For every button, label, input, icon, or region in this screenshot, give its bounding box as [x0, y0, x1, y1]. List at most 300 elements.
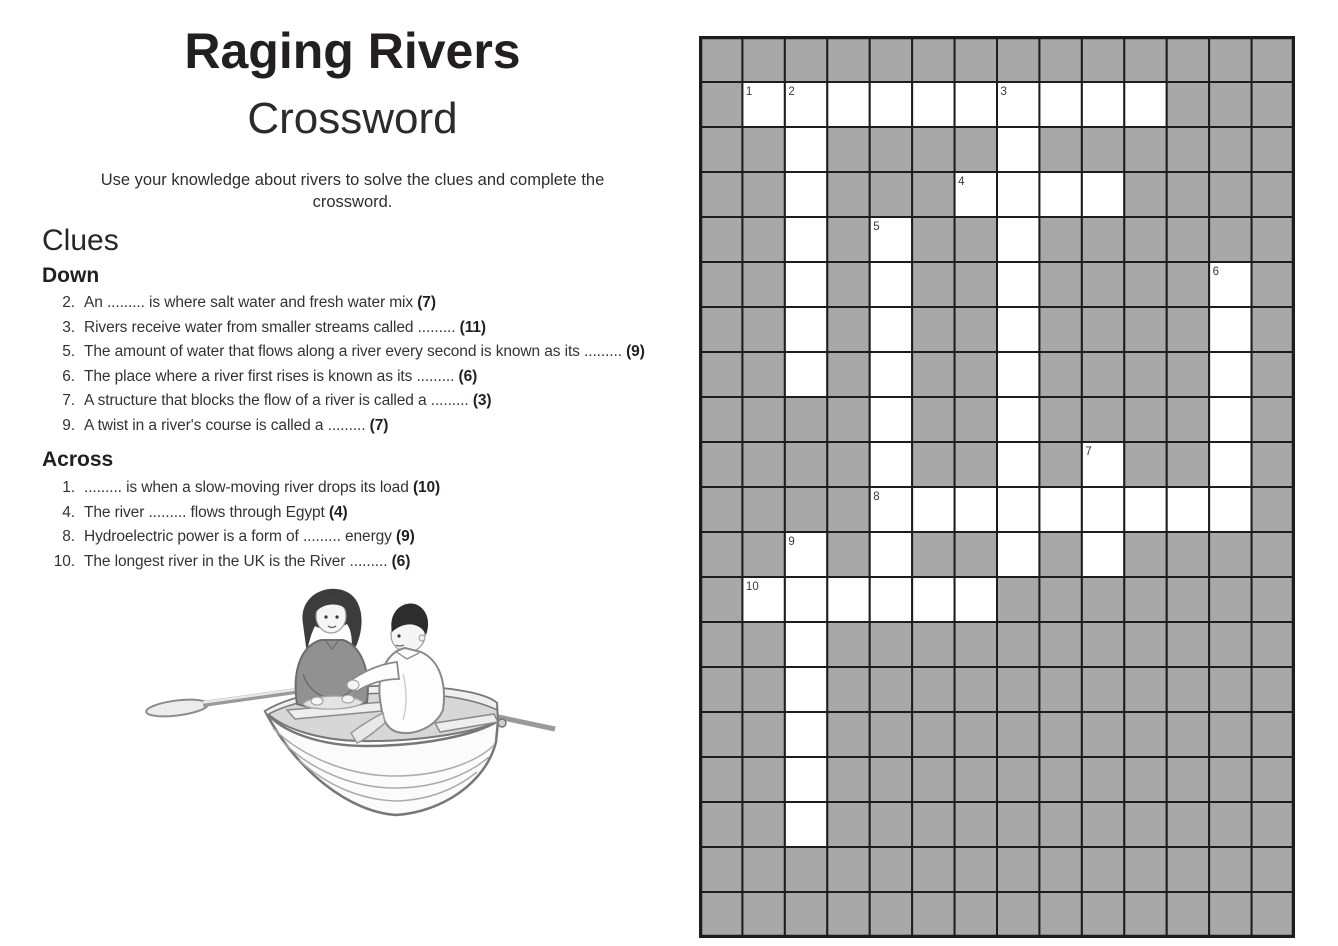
grid-cell-blocked	[870, 622, 912, 667]
grid-cell-blocked	[700, 262, 742, 307]
grid-cell-blocked	[1082, 577, 1124, 622]
clue-text: A twist in a river's course is called a .........	[84, 416, 370, 434]
clue-number: 4.	[62, 503, 75, 521]
grid-cell-blocked	[785, 397, 827, 442]
grid-cell-blocked	[955, 532, 997, 577]
grid-cell-blocked	[742, 847, 784, 892]
grid-cell-blocked	[1252, 352, 1294, 397]
grid-cell-blocked	[912, 847, 954, 892]
grid-cell-blocked	[1167, 802, 1209, 847]
grid-cell-blocked	[912, 667, 954, 712]
grid-cell-blocked	[1209, 532, 1251, 577]
grid-number-2: 2	[788, 86, 795, 98]
grid-cell-blocked	[955, 397, 997, 442]
grid-cell-white[interactable]	[912, 577, 954, 622]
oar-blade	[145, 697, 208, 719]
grid-cell-blocked	[700, 487, 742, 532]
grid-cell-white[interactable]	[870, 262, 912, 307]
clue-number: 3.	[62, 318, 75, 336]
grid-cell-blocked	[1209, 847, 1251, 892]
grid-cell-white[interactable]	[785, 127, 827, 172]
grid-cell-blocked	[827, 892, 869, 937]
grid-cell-white[interactable]	[1082, 172, 1124, 217]
grid-cell-blocked	[1124, 802, 1166, 847]
grid-number-4: 4	[958, 176, 965, 188]
grid-cell-blocked	[1039, 352, 1081, 397]
grid-cell-blocked	[742, 622, 784, 667]
grid-cell-blocked	[955, 757, 997, 802]
grid-cell-blocked	[1252, 847, 1294, 892]
grid-cell-blocked	[1039, 262, 1081, 307]
instructions-line-1: Use your knowledge about rivers to solve the clues and complete the	[100, 171, 605, 189]
grid-cell-blocked	[955, 127, 997, 172]
grid-cell-blocked	[700, 892, 742, 937]
grid-cell-blocked	[1167, 532, 1209, 577]
grid-cell-blocked	[997, 712, 1039, 757]
grid-cell-blocked	[1082, 37, 1124, 82]
grid-cell-white[interactable]	[785, 667, 827, 712]
grid-cell-blocked	[912, 442, 954, 487]
grid-cell-blocked	[1209, 802, 1251, 847]
grid-cell-blocked	[827, 352, 869, 397]
clue-text: ......... is when a slow-moving river drops its load	[84, 479, 413, 496]
grid-cell-blocked	[912, 217, 954, 262]
grid-number-7: 7	[1085, 446, 1092, 458]
grid-cell-blocked	[1167, 127, 1209, 172]
grid-cell-blocked	[1082, 622, 1124, 667]
grid-cell-blocked	[1252, 802, 1294, 847]
page-subtitle: Crossword	[247, 94, 458, 143]
grid-cell-blocked	[1209, 217, 1251, 262]
grid-number-10: 10	[745, 581, 759, 593]
grid-cell-white[interactable]	[1124, 487, 1166, 532]
clue-number: 10.	[53, 552, 75, 570]
grid-cell-blocked	[997, 892, 1039, 937]
crossword-grid	[699, 36, 1295, 938]
grid-cell-blocked	[912, 892, 954, 937]
grid-cell-blocked	[1124, 307, 1166, 352]
across-clues-list	[44, 479, 694, 577]
clue-number: 8.	[62, 528, 75, 545]
clue-number: 6.	[62, 367, 75, 385]
grid-cell-blocked	[1167, 82, 1209, 127]
grid-cell-blocked	[1082, 397, 1124, 442]
grid-cell-white[interactable]	[870, 397, 912, 442]
grid-cell-blocked	[785, 892, 827, 937]
grid-cell-blocked	[870, 127, 912, 172]
grid-cell-blocked	[827, 622, 869, 667]
grid-cell-blocked	[785, 442, 827, 487]
grid-cell-white[interactable]	[997, 487, 1039, 532]
clue-number: 7.	[62, 392, 75, 409]
grid-cell-white[interactable]	[870, 577, 912, 622]
grid-cell-white[interactable]	[870, 442, 912, 487]
grid-cell-white[interactable]	[1209, 397, 1251, 442]
grid-cell-white[interactable]	[1039, 487, 1081, 532]
grid-cell-blocked	[1039, 532, 1081, 577]
grid-cell-blocked	[1167, 217, 1209, 262]
grid-cell-blocked	[827, 847, 869, 892]
grid-cell-blocked	[955, 667, 997, 712]
grid-cell-blocked	[955, 262, 997, 307]
grid-cell-blocked	[955, 442, 997, 487]
grid-cell-blocked	[1209, 82, 1251, 127]
grid-cell-blocked	[785, 487, 827, 532]
grid-cell-blocked	[700, 397, 742, 442]
grid-cell-blocked	[1209, 577, 1251, 622]
grid-cell-white[interactable]	[870, 307, 912, 352]
grid-cell-blocked	[912, 307, 954, 352]
grid-cell-white[interactable]	[997, 397, 1039, 442]
grid-cell-blocked	[870, 892, 912, 937]
grid-cell-blocked	[1252, 622, 1294, 667]
grid-cell-blocked	[1124, 352, 1166, 397]
clue-letter-count: (9)	[396, 528, 415, 545]
grid-cell-white[interactable]	[955, 82, 997, 127]
grid-cell-blocked	[1209, 622, 1251, 667]
grid-cell-blocked	[870, 802, 912, 847]
grid-cell-blocked	[1039, 127, 1081, 172]
grid-cell-blocked	[1167, 37, 1209, 82]
grid-cell-white[interactable]	[785, 307, 827, 352]
grid-cell-blocked	[827, 307, 869, 352]
grid-cell-blocked	[1082, 757, 1124, 802]
grid-cell-white[interactable]	[912, 82, 954, 127]
grid-cell-blocked	[827, 37, 869, 82]
grid-cell-blocked	[742, 172, 784, 217]
clues-heading: Clues	[42, 224, 119, 257]
grid-cell-white[interactable]	[1082, 487, 1124, 532]
man-shirt	[379, 648, 444, 733]
grid-cell-blocked	[785, 847, 827, 892]
grid-cell-blocked	[1039, 397, 1081, 442]
grid-cell-white[interactable]	[997, 307, 1039, 352]
grid-cell-white[interactable]	[1167, 487, 1209, 532]
man-ear	[419, 635, 425, 641]
clue-letter-count: (6)	[391, 552, 411, 570]
grid-cell-blocked	[1252, 667, 1294, 712]
grid-cell-blocked	[1209, 172, 1251, 217]
grid-cell-blocked	[742, 532, 784, 577]
grid-cell-blocked	[1082, 352, 1124, 397]
grid-cell-blocked	[1167, 667, 1209, 712]
grid-cell-blocked	[1252, 487, 1294, 532]
grid-cell-blocked	[1167, 442, 1209, 487]
woman-hand-left	[311, 697, 323, 705]
grid-cell-blocked	[1124, 217, 1166, 262]
grid-cell-blocked	[742, 127, 784, 172]
grid-cell-blocked	[997, 802, 1039, 847]
grid-cell-blocked	[997, 847, 1039, 892]
grid-cell-blocked	[1124, 757, 1166, 802]
grid-cell-blocked	[1167, 397, 1209, 442]
clue-letter-count: (7)	[417, 294, 436, 311]
grid-cell-blocked	[1124, 667, 1166, 712]
grid-cell-blocked	[1209, 37, 1251, 82]
grid-number-6: 6	[1212, 266, 1220, 278]
grid-cell-white[interactable]	[912, 487, 954, 532]
grid-cell-white[interactable]	[785, 622, 827, 667]
grid-cell-blocked	[700, 577, 742, 622]
grid-cell-white[interactable]	[785, 352, 827, 397]
grid-cell-blocked	[742, 442, 784, 487]
grid-cell-white[interactable]	[785, 577, 827, 622]
clue-text: The river ......... flows through Egypt	[84, 503, 329, 521]
grid-cell-blocked	[1039, 307, 1081, 352]
woman-hand-right	[342, 695, 354, 703]
grid-cell-blocked	[827, 757, 869, 802]
grid-cell-white[interactable]	[1039, 172, 1081, 217]
grid-cell-blocked	[700, 667, 742, 712]
clue-letter-count: (7)	[369, 416, 389, 434]
grid-cell-blocked	[1124, 37, 1166, 82]
grid-cell-blocked	[1124, 712, 1166, 757]
grid-cell-white[interactable]	[1082, 532, 1124, 577]
grid-cell-blocked	[997, 667, 1039, 712]
grid-cell-blocked	[1167, 577, 1209, 622]
grid-cell-white[interactable]	[997, 532, 1039, 577]
grid-cell-white[interactable]	[997, 217, 1039, 262]
grid-cell-white[interactable]	[785, 757, 827, 802]
clue-number: 2.	[62, 294, 75, 311]
grid-cell-blocked	[1124, 622, 1166, 667]
grid-cell-blocked	[1252, 217, 1294, 262]
grid-cell-blocked	[1209, 127, 1251, 172]
grid-cell-blocked	[1039, 622, 1081, 667]
grid-cell-blocked	[1039, 667, 1081, 712]
grid-number-8: 8	[873, 491, 880, 503]
grid-cell-blocked	[1124, 127, 1166, 172]
grid-cell-blocked	[1124, 892, 1166, 937]
grid-number-9: 9	[788, 536, 795, 548]
grid-cell-white[interactable]	[1124, 82, 1166, 127]
grid-cell-blocked	[700, 82, 742, 127]
instructions	[30, 169, 675, 213]
grid-cell-blocked	[1082, 802, 1124, 847]
grid-cell-white[interactable]	[997, 442, 1039, 487]
grid-cell-white[interactable]	[827, 82, 869, 127]
grid-cell-blocked	[827, 217, 869, 262]
grid-cell-blocked	[870, 37, 912, 82]
grid-cell-blocked	[742, 262, 784, 307]
down-clue-3	[44, 319, 694, 344]
clue-text: The longest river in the UK is the River .........	[84, 552, 392, 570]
grid-cell-blocked	[1252, 37, 1294, 82]
grid-cell-blocked	[955, 712, 997, 757]
grid-cell-blocked	[1167, 262, 1209, 307]
down-clues-list	[44, 294, 694, 441]
grid-cell-white[interactable]	[870, 532, 912, 577]
grid-cell-blocked	[1039, 37, 1081, 82]
down-clue-7	[44, 392, 694, 417]
grid-cell-blocked	[1252, 532, 1294, 577]
grid-cell-blocked	[785, 37, 827, 82]
down-heading: Down	[42, 264, 100, 287]
grid-cell-white[interactable]	[785, 172, 827, 217]
grid-cell-blocked	[1124, 577, 1166, 622]
grid-cell-blocked	[912, 37, 954, 82]
grid-cell-blocked	[1167, 352, 1209, 397]
clue-letter-count: (10)	[412, 479, 441, 496]
clue-text: A structure that blocks the flow of a river is called a .........	[84, 392, 473, 409]
grid-cell-blocked	[1124, 532, 1166, 577]
grid-cell-blocked	[827, 172, 869, 217]
grid-cell-white[interactable]	[870, 82, 912, 127]
grid-cell-blocked	[1039, 712, 1081, 757]
grid-cell-blocked	[955, 217, 997, 262]
grid-cell-blocked	[1124, 442, 1166, 487]
grid-cell-blocked	[827, 802, 869, 847]
grid-cell-white[interactable]	[1209, 442, 1251, 487]
grid-cell-white[interactable]	[1209, 352, 1251, 397]
grid-cell-blocked	[700, 757, 742, 802]
across-heading: Across	[42, 448, 114, 471]
grid-cell-blocked	[997, 622, 1039, 667]
grid-cell-blocked	[700, 307, 742, 352]
across-clue-4	[44, 504, 694, 529]
grid-cell-blocked	[1124, 397, 1166, 442]
grid-cell-blocked	[1167, 712, 1209, 757]
grid-cell-blocked	[700, 127, 742, 172]
grid-cell-blocked	[1082, 262, 1124, 307]
down-clue-2	[44, 294, 694, 319]
grid-cell-blocked	[1252, 127, 1294, 172]
grid-cell-white[interactable]	[1209, 487, 1251, 532]
grid-cell-blocked	[1082, 892, 1124, 937]
grid-cell-white[interactable]	[1039, 82, 1081, 127]
grid-cell-blocked	[1209, 757, 1251, 802]
grid-cell-white[interactable]	[785, 802, 827, 847]
grid-cell-white[interactable]	[997, 172, 1039, 217]
grid-cell-blocked	[1167, 622, 1209, 667]
grid-cell-blocked	[827, 667, 869, 712]
grid-cell-blocked	[997, 37, 1039, 82]
grid-cell-blocked	[1082, 667, 1124, 712]
clue-number: 9.	[62, 416, 75, 434]
grid-cell-blocked	[742, 397, 784, 442]
grid-cell-blocked	[870, 712, 912, 757]
grid-cell-white[interactable]	[997, 352, 1039, 397]
grid-cell-blocked	[742, 217, 784, 262]
grid-cell-blocked	[1252, 397, 1294, 442]
grid-cell-blocked	[870, 172, 912, 217]
grid-cell-blocked	[700, 622, 742, 667]
down-clue-9	[44, 417, 694, 442]
page-title: Raging Rivers	[184, 23, 521, 79]
grid-cell-blocked	[700, 442, 742, 487]
clue-text: Hydroelectric power is a form of ......... energy	[84, 528, 397, 545]
grid-cell-white[interactable]	[955, 577, 997, 622]
clue-text: The amount of water that flows along a river every second is known as its .........	[84, 343, 627, 360]
grid-cell-white[interactable]	[785, 712, 827, 757]
grid-cell-white[interactable]	[1209, 307, 1251, 352]
grid-cell-blocked	[955, 307, 997, 352]
man-hand	[347, 680, 359, 690]
across-clue-8	[44, 528, 694, 553]
grid-cell-white[interactable]	[997, 262, 1039, 307]
grid-cell-white[interactable]	[955, 487, 997, 532]
grid-cell-blocked	[742, 892, 784, 937]
grid-cell-blocked	[1252, 307, 1294, 352]
grid-cell-blocked	[1039, 577, 1081, 622]
grid-cell-blocked	[955, 892, 997, 937]
grid-cell-blocked	[1039, 217, 1081, 262]
grid-cell-blocked	[827, 262, 869, 307]
grid-number-1: 1	[745, 86, 753, 98]
grid-cell-white[interactable]	[870, 352, 912, 397]
grid-cell-blocked	[955, 847, 997, 892]
grid-cell-blocked	[742, 37, 784, 82]
grid-cell-blocked	[955, 802, 997, 847]
grid-cell-blocked	[1124, 262, 1166, 307]
grid-cell-white[interactable]	[827, 577, 869, 622]
grid-cell-blocked	[1124, 847, 1166, 892]
grid-cell-white[interactable]	[1082, 82, 1124, 127]
grid-cell-blocked	[700, 172, 742, 217]
grid-cell-blocked	[1082, 127, 1124, 172]
grid-cell-blocked	[1039, 757, 1081, 802]
grid-cell-blocked	[1252, 262, 1294, 307]
grid-cell-blocked	[912, 712, 954, 757]
grid-cell-blocked	[700, 712, 742, 757]
across-clue-10	[44, 553, 694, 578]
grid-cell-white[interactable]	[997, 127, 1039, 172]
grid-cell-blocked	[1039, 802, 1081, 847]
grid-cell-blocked	[955, 352, 997, 397]
grid-cell-blocked	[870, 667, 912, 712]
grid-cell-blocked	[912, 757, 954, 802]
grid-cell-white[interactable]	[785, 262, 827, 307]
grid-cell-blocked	[827, 487, 869, 532]
grid-cell-blocked	[1167, 757, 1209, 802]
grid-cell-blocked	[912, 802, 954, 847]
rowing-boat-illustration	[145, 582, 557, 834]
grid-cell-blocked	[1039, 442, 1081, 487]
grid-cell-blocked	[870, 847, 912, 892]
down-clue-6	[44, 368, 694, 393]
grid-cell-blocked	[1124, 172, 1166, 217]
grid-cell-blocked	[1252, 757, 1294, 802]
clue-letter-count: (6)	[458, 367, 478, 385]
grid-cell-blocked	[1039, 847, 1081, 892]
grid-cell-blocked	[870, 757, 912, 802]
grid-cell-blocked	[1082, 307, 1124, 352]
grid-cell-blocked	[700, 802, 742, 847]
clue-letter-count: (4)	[328, 503, 348, 521]
grid-cell-blocked	[1167, 307, 1209, 352]
grid-number-5: 5	[873, 221, 880, 233]
grid-cell-blocked	[1082, 712, 1124, 757]
grid-cell-blocked	[955, 37, 997, 82]
grid-cell-blocked	[1167, 892, 1209, 937]
grid-cell-blocked	[700, 847, 742, 892]
grid-cell-white[interactable]	[785, 217, 827, 262]
grid-cell-blocked	[742, 802, 784, 847]
grid-number-3: 3	[1000, 86, 1007, 98]
grid-cell-blocked	[912, 622, 954, 667]
woman-eye-right	[335, 615, 338, 618]
grid-cell-blocked	[1209, 667, 1251, 712]
grid-cell-blocked	[912, 172, 954, 217]
down-clue-5	[44, 343, 694, 368]
clue-letter-count: (3)	[472, 392, 492, 409]
grid-cell-blocked	[827, 712, 869, 757]
clue-number: 5.	[62, 343, 75, 360]
grid-cell-blocked	[742, 307, 784, 352]
grid-cell-blocked	[1082, 847, 1124, 892]
grid-cell-blocked	[742, 487, 784, 532]
grid-cell-blocked	[1252, 172, 1294, 217]
